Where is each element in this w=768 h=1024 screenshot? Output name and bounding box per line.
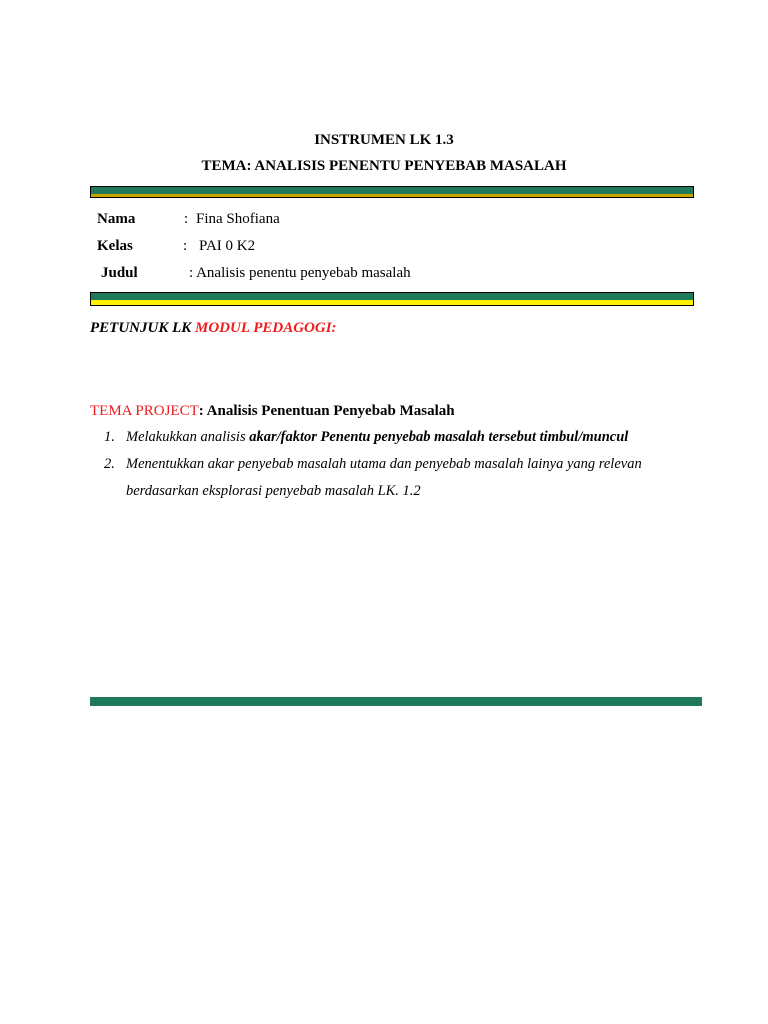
petunjuk-prefix: PETUNJUK LK (90, 320, 192, 336)
list-item-number: 1. (104, 429, 115, 445)
project-heading (90, 403, 455, 420)
nama-value: Fina Shofiana (196, 211, 280, 227)
project-title: : Analisis Penentuan Penyebab Masalah (198, 403, 455, 419)
list-item-text: Melakukkan analisis (126, 429, 246, 445)
petunjuk-highlight: MODUL PEDAGOGI: (195, 320, 337, 336)
kelas-separator: : (183, 238, 188, 254)
list-item-emphasis: akar/faktor Penentu penyebab masalah tersebut timbul/muncul (249, 429, 629, 445)
project-label: TEMA PROJECT (90, 403, 199, 419)
header-divider (90, 186, 694, 198)
judul-value: : Analisis penentu penyebab masalah (189, 265, 411, 281)
kelas-label: Kelas (97, 238, 133, 254)
document-subtitle: TEMA: ANALISIS PENENTU PENYEBAB MASALAH (201, 158, 567, 174)
judul-label: Judul (101, 265, 138, 281)
footer-divider (90, 697, 702, 706)
list-item-line: Menentukkan akar penyebab masalah utama dan penyebab masalah lainya yang relevan (126, 456, 642, 472)
info-divider (90, 292, 694, 306)
document-title: INSTRUMEN LK 1.3 (314, 132, 454, 148)
list-item (126, 429, 628, 446)
list-item-number: 2. (104, 456, 115, 472)
petunjuk-heading (90, 320, 337, 337)
nama-separator: : (184, 211, 189, 227)
kelas-value: PAI 0 K2 (199, 238, 256, 254)
list-item-line: berdasarkan eksplorasi penyebab masalah LK. 1.2 (126, 483, 421, 499)
nama-label: Nama (97, 211, 136, 227)
